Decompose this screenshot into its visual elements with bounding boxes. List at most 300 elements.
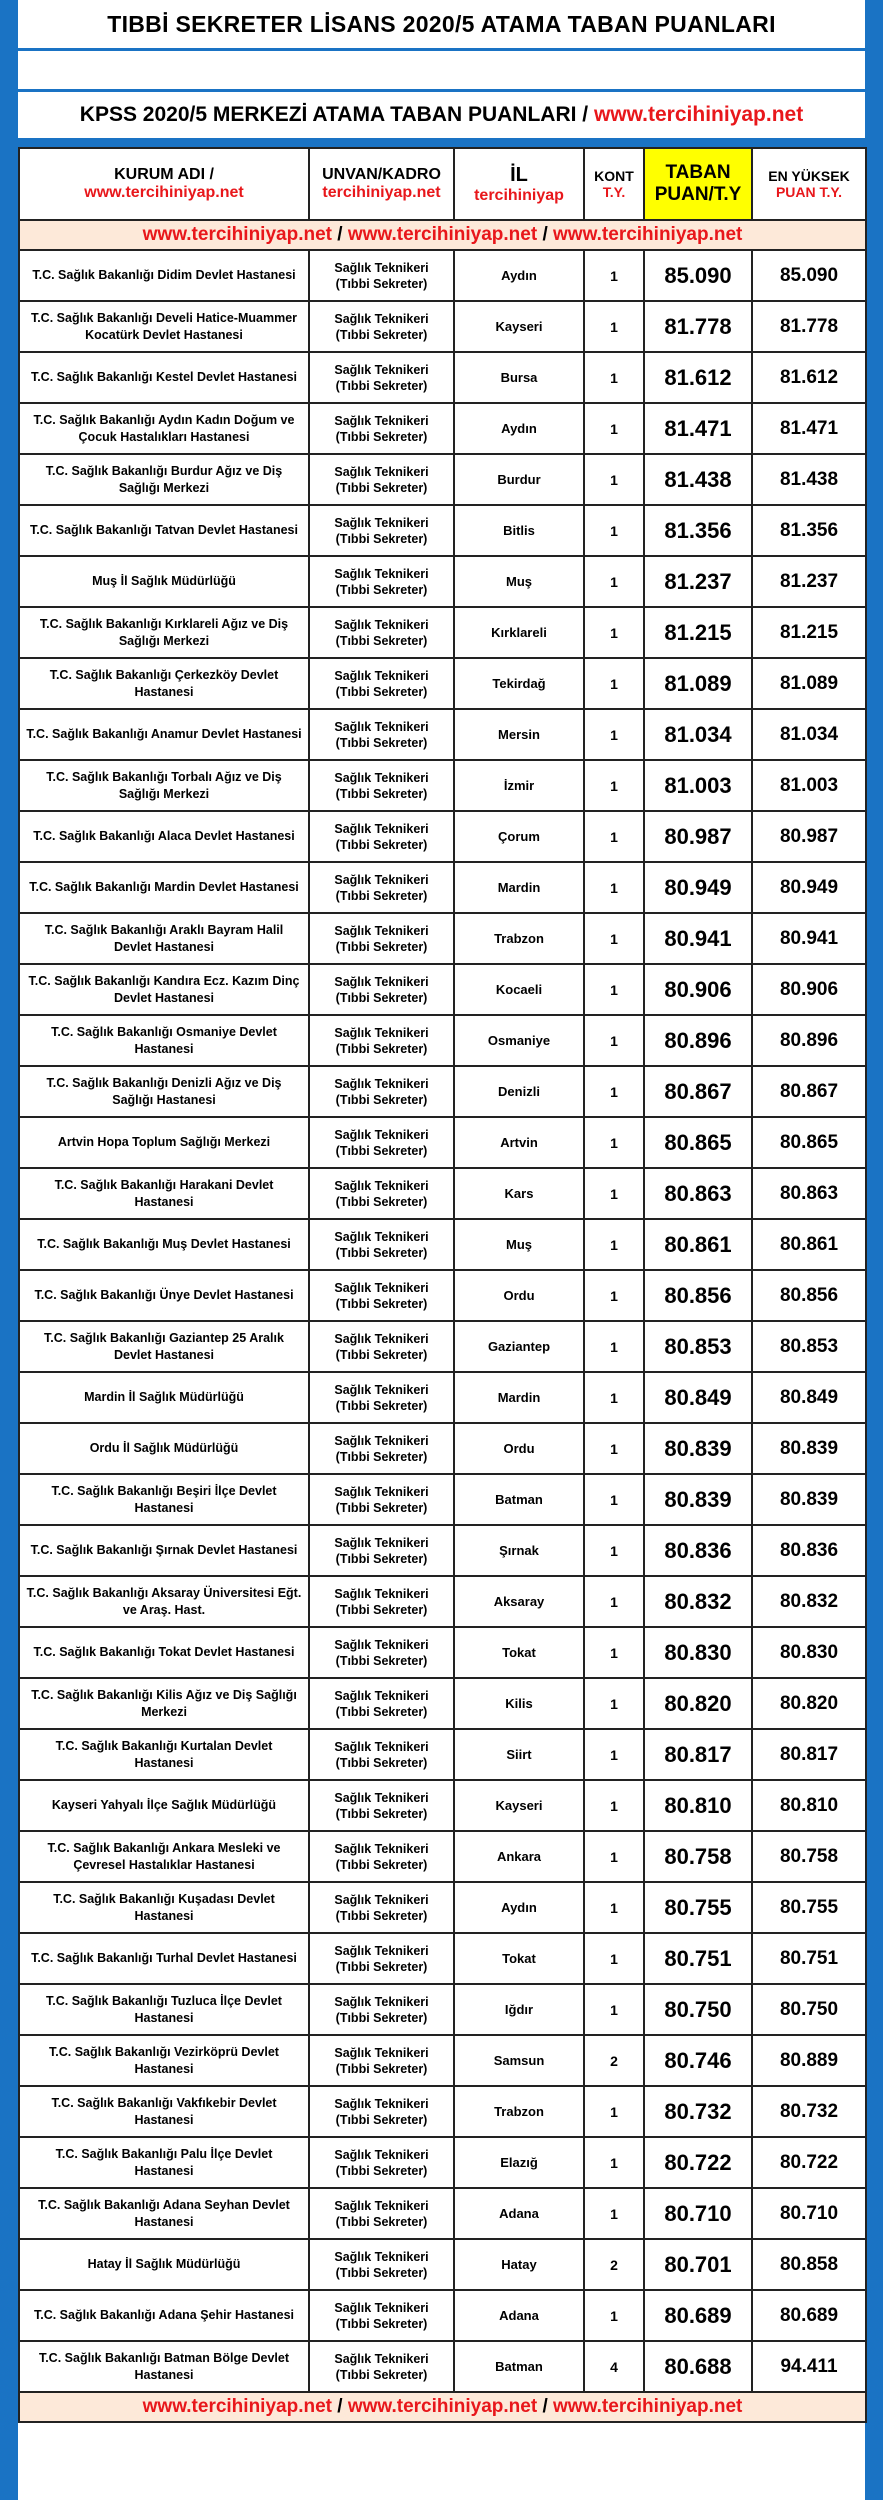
cell-taban: 80.817 bbox=[644, 1729, 752, 1780]
cell-il: Samsun bbox=[454, 2035, 584, 2086]
cell-taban: 80.820 bbox=[644, 1678, 752, 1729]
cell-enyuksek: 80.839 bbox=[752, 1423, 866, 1474]
cell-kont: 1 bbox=[584, 1168, 644, 1219]
cell-unvan: Sağlık Teknikeri (Tıbbi Sekreter) bbox=[309, 454, 454, 505]
web-banner-bottom: www.tercihiniyap.net / www.tercihiniyap.net / www.tercihiniyap.net bbox=[19, 2392, 866, 2422]
table-row bbox=[19, 2188, 866, 2239]
cell-il: Gaziantep bbox=[454, 1321, 584, 1372]
subtitle-text: KPSS 2020/5 MERKEZİ ATAMA TABAN PUANLARI / bbox=[79, 103, 594, 126]
cell-kurum: T.C. Sağlık Bakanlığı Tatvan Devlet Hastanesi bbox=[19, 505, 309, 556]
cell-enyuksek: 80.836 bbox=[752, 1525, 866, 1576]
cell-taban: 81.003 bbox=[644, 760, 752, 811]
page-frame bbox=[18, 0, 865, 2500]
cell-kurum: T.C. Sağlık Bakanlığı Aydın Kadın Doğum ve Çocuk Hastalıkları Hastanesi bbox=[19, 403, 309, 454]
cell-kont: 1 bbox=[584, 2137, 644, 2188]
cell-il: Bursa bbox=[454, 352, 584, 403]
cell-unvan: Sağlık Teknikeri (Tıbbi Sekreter) bbox=[309, 1015, 454, 1066]
cell-enyuksek: 81.089 bbox=[752, 658, 866, 709]
cell-kont: 1 bbox=[584, 1882, 644, 1933]
cell-kont: 1 bbox=[584, 1270, 644, 1321]
cell-il: Çorum bbox=[454, 811, 584, 862]
cell-enyuksek: 81.612 bbox=[752, 352, 866, 403]
cell-enyuksek: 85.090 bbox=[752, 250, 866, 301]
cell-kont: 1 bbox=[584, 658, 644, 709]
cell-il: Aydın bbox=[454, 403, 584, 454]
cell-unvan: Sağlık Teknikeri (Tıbbi Sekreter) bbox=[309, 1372, 454, 1423]
cell-unvan: Sağlık Teknikeri (Tıbbi Sekreter) bbox=[309, 1882, 454, 1933]
banner-link[interactable]: www.tercihiniyap.net bbox=[347, 2396, 538, 2417]
cell-enyuksek: 80.987 bbox=[752, 811, 866, 862]
cell-kont: 1 bbox=[584, 2188, 644, 2239]
cell-unvan: Sağlık Teknikeri (Tıbbi Sekreter) bbox=[309, 2086, 454, 2137]
table-header-row bbox=[19, 148, 866, 220]
cell-taban: 80.832 bbox=[644, 1576, 752, 1627]
cell-taban: 80.849 bbox=[644, 1372, 752, 1423]
cell-kont: 1 bbox=[584, 811, 644, 862]
cell-il: Kayseri bbox=[454, 301, 584, 352]
cell-unvan: Sağlık Teknikeri (Tıbbi Sekreter) bbox=[309, 964, 454, 1015]
cell-unvan: Sağlık Teknikeri (Tıbbi Sekreter) bbox=[309, 505, 454, 556]
cell-kurum: T.C. Sağlık Bakanlığı Beşiri İlçe Devlet Hastanesi bbox=[19, 1474, 309, 1525]
cell-taban: 80.861 bbox=[644, 1219, 752, 1270]
banner-link[interactable]: www.tercihiniyap.net bbox=[553, 2396, 743, 2417]
cell-kurum: T.C. Sağlık Bakanlığı Kandıra Ecz. Kazım Dinç Devlet Hastanesi bbox=[19, 964, 309, 1015]
cell-il: Kocaeli bbox=[454, 964, 584, 1015]
banner-link[interactable]: www.tercihiniyap.net bbox=[553, 224, 743, 245]
table-row bbox=[19, 1015, 866, 1066]
cell-enyuksek: 80.830 bbox=[752, 1627, 866, 1678]
cell-kurum: T.C. Sağlık Bakanlığı Denizli Ağız ve Diş Sağlığı Hastanesi bbox=[19, 1066, 309, 1117]
cell-il: Batman bbox=[454, 2341, 584, 2392]
cell-kurum: T.C. Sağlık Bakanlığı Kuşadası Devlet Hastanesi bbox=[19, 1882, 309, 1933]
table-row bbox=[19, 556, 866, 607]
cell-kurum: T.C. Sağlık Bakanlığı Develi Hatice-Muammer Kocatürk Devlet Hastanesi bbox=[19, 301, 309, 352]
cell-kurum: Artvin Hopa Toplum Sağlığı Merkezi bbox=[19, 1117, 309, 1168]
cell-enyuksek: 94.411 bbox=[752, 2341, 866, 2392]
cell-unvan: Sağlık Teknikeri (Tıbbi Sekreter) bbox=[309, 862, 454, 913]
cell-enyuksek: 80.853 bbox=[752, 1321, 866, 1372]
cell-unvan: Sağlık Teknikeri (Tıbbi Sekreter) bbox=[309, 1933, 454, 1984]
cell-kont: 1 bbox=[584, 403, 644, 454]
table-row bbox=[19, 454, 866, 505]
cell-enyuksek: 81.003 bbox=[752, 760, 866, 811]
cell-taban: 80.839 bbox=[644, 1474, 752, 1525]
table-row bbox=[19, 2086, 866, 2137]
table-row bbox=[19, 1576, 866, 1627]
cell-il: Osmaniye bbox=[454, 1015, 584, 1066]
cell-unvan: Sağlık Teknikeri (Tıbbi Sekreter) bbox=[309, 2290, 454, 2341]
cell-taban: 80.750 bbox=[644, 1984, 752, 2035]
cell-unvan: Sağlık Teknikeri (Tıbbi Sekreter) bbox=[309, 2035, 454, 2086]
cell-il: Adana bbox=[454, 2188, 584, 2239]
cell-il: Adana bbox=[454, 2290, 584, 2341]
cell-taban: 81.438 bbox=[644, 454, 752, 505]
cell-enyuksek: 81.356 bbox=[752, 505, 866, 556]
cell-kont: 1 bbox=[584, 1066, 644, 1117]
cell-kont: 1 bbox=[584, 709, 644, 760]
cell-il: Artvin bbox=[454, 1117, 584, 1168]
table-row bbox=[19, 1780, 866, 1831]
table-row bbox=[19, 2290, 866, 2341]
cell-kont: 1 bbox=[584, 2290, 644, 2341]
table-row bbox=[19, 2035, 866, 2086]
cell-kont: 1 bbox=[584, 964, 644, 1015]
cell-kont: 1 bbox=[584, 1678, 644, 1729]
table-row bbox=[19, 2137, 866, 2188]
cell-kurum: Mardin İl Sağlık Müdürlüğü bbox=[19, 1372, 309, 1423]
table-row bbox=[19, 709, 866, 760]
cell-kont: 1 bbox=[584, 454, 644, 505]
cell-enyuksek: 80.865 bbox=[752, 1117, 866, 1168]
cell-kurum: T.C. Sağlık Bakanlığı Muş Devlet Hastanesi bbox=[19, 1219, 309, 1270]
cell-unvan: Sağlık Teknikeri (Tıbbi Sekreter) bbox=[309, 1423, 454, 1474]
cell-taban: 80.732 bbox=[644, 2086, 752, 2137]
cell-kont: 4 bbox=[584, 2341, 644, 2392]
cell-taban: 80.688 bbox=[644, 2341, 752, 2392]
cell-il: Denizli bbox=[454, 1066, 584, 1117]
cell-unvan: Sağlık Teknikeri (Tıbbi Sekreter) bbox=[309, 1627, 454, 1678]
cell-kurum: T.C. Sağlık Bakanlığı Adana Seyhan Devlet Hastanesi bbox=[19, 2188, 309, 2239]
cell-enyuksek: 80.849 bbox=[752, 1372, 866, 1423]
table-row bbox=[19, 301, 866, 352]
cell-taban: 80.810 bbox=[644, 1780, 752, 1831]
table-row bbox=[19, 1729, 866, 1780]
cell-il: Elazığ bbox=[454, 2137, 584, 2188]
cell-taban: 80.987 bbox=[644, 811, 752, 862]
cell-taban: 81.778 bbox=[644, 301, 752, 352]
cell-enyuksek: 80.941 bbox=[752, 913, 866, 964]
cell-enyuksek: 80.689 bbox=[752, 2290, 866, 2341]
cell-unvan: Sağlık Teknikeri (Tıbbi Sekreter) bbox=[309, 2188, 454, 2239]
cell-kont: 1 bbox=[584, 913, 644, 964]
cell-kurum: T.C. Sağlık Bakanlığı Didim Devlet Hastanesi bbox=[19, 250, 309, 301]
cell-unvan: Sağlık Teknikeri (Tıbbi Sekreter) bbox=[309, 1219, 454, 1270]
cell-kurum: T.C. Sağlık Bakanlığı Kırklareli Ağız ve Diş Sağlığı Merkezi bbox=[19, 607, 309, 658]
cell-kont: 1 bbox=[584, 1984, 644, 2035]
cell-enyuksek: 81.471 bbox=[752, 403, 866, 454]
cell-kurum: T.C. Sağlık Bakanlığı Aksaray Üniversitesi Eğt. ve Araş. Hast. bbox=[19, 1576, 309, 1627]
cell-taban: 80.867 bbox=[644, 1066, 752, 1117]
cell-kurum: T.C. Sağlık Bakanlığı Vakfıkebir Devlet Hastanesi bbox=[19, 2086, 309, 2137]
cell-kont: 1 bbox=[584, 1627, 644, 1678]
page-subtitle bbox=[18, 89, 865, 141]
cell-enyuksek: 80.896 bbox=[752, 1015, 866, 1066]
cell-enyuksek: 80.751 bbox=[752, 1933, 866, 1984]
table-row bbox=[19, 2341, 866, 2392]
cell-il: Kars bbox=[454, 1168, 584, 1219]
cell-enyuksek: 80.750 bbox=[752, 1984, 866, 2035]
table-row bbox=[19, 1678, 866, 1729]
cell-kont: 1 bbox=[584, 556, 644, 607]
table-row bbox=[19, 1219, 866, 1270]
table-row bbox=[19, 607, 866, 658]
cell-kont: 1 bbox=[584, 1321, 644, 1372]
cell-kurum: Hatay İl Sağlık Müdürlüğü bbox=[19, 2239, 309, 2290]
table-row bbox=[19, 913, 866, 964]
cell-unvan: Sağlık Teknikeri (Tıbbi Sekreter) bbox=[309, 658, 454, 709]
cell-enyuksek: 80.889 bbox=[752, 2035, 866, 2086]
cell-il: Şırnak bbox=[454, 1525, 584, 1576]
cell-il: İzmir bbox=[454, 760, 584, 811]
cell-kurum: T.C. Sağlık Bakanlığı Batman Bölge Devlet Hastanesi bbox=[19, 2341, 309, 2392]
results-table bbox=[18, 147, 867, 2423]
cell-enyuksek: 80.949 bbox=[752, 862, 866, 913]
table-row bbox=[19, 811, 866, 862]
cell-enyuksek: 81.034 bbox=[752, 709, 866, 760]
table-row bbox=[19, 1474, 866, 1525]
cell-kurum: T.C. Sağlık Bakanlığı Turhal Devlet Hastanesi bbox=[19, 1933, 309, 1984]
cell-il: Bitlis bbox=[454, 505, 584, 556]
table-row bbox=[19, 1882, 866, 1933]
cell-unvan: Sağlık Teknikeri (Tıbbi Sekreter) bbox=[309, 2137, 454, 2188]
header-enyuksek: EN YÜKSEK PUAN T.Y. bbox=[752, 148, 866, 220]
cell-il: Aydın bbox=[454, 1882, 584, 1933]
cell-kont: 1 bbox=[584, 1576, 644, 1627]
cell-il: Tokat bbox=[454, 1933, 584, 1984]
cell-kont: 1 bbox=[584, 1474, 644, 1525]
cell-unvan: Sağlık Teknikeri (Tıbbi Sekreter) bbox=[309, 1831, 454, 1882]
cell-kont: 1 bbox=[584, 862, 644, 913]
cell-il: Muş bbox=[454, 1219, 584, 1270]
cell-enyuksek: 80.906 bbox=[752, 964, 866, 1015]
cell-taban: 80.689 bbox=[644, 2290, 752, 2341]
page-title: TIBBİ SEKRETER LİSANS 2020/5 ATAMA TABAN PUANLARI bbox=[18, 0, 865, 51]
table-row bbox=[19, 403, 866, 454]
cell-il: Mardin bbox=[454, 862, 584, 913]
cell-kurum: Muş İl Sağlık Müdürlüğü bbox=[19, 556, 309, 607]
cell-unvan: Sağlık Teknikeri (Tıbbi Sekreter) bbox=[309, 1321, 454, 1372]
cell-kont: 1 bbox=[584, 301, 644, 352]
cell-kont: 1 bbox=[584, 1015, 644, 1066]
cell-kont: 1 bbox=[584, 250, 644, 301]
cell-taban: 85.090 bbox=[644, 250, 752, 301]
table-row bbox=[19, 1933, 866, 1984]
cell-kont: 1 bbox=[584, 352, 644, 403]
table-row bbox=[19, 250, 866, 301]
cell-unvan: Sağlık Teknikeri (Tıbbi Sekreter) bbox=[309, 250, 454, 301]
cell-kont: 1 bbox=[584, 1117, 644, 1168]
cell-unvan: Sağlık Teknikeri (Tıbbi Sekreter) bbox=[309, 1270, 454, 1321]
cell-enyuksek: 81.438 bbox=[752, 454, 866, 505]
cell-unvan: Sağlık Teknikeri (Tıbbi Sekreter) bbox=[309, 709, 454, 760]
cell-unvan: Sağlık Teknikeri (Tıbbi Sekreter) bbox=[309, 811, 454, 862]
cell-unvan: Sağlık Teknikeri (Tıbbi Sekreter) bbox=[309, 913, 454, 964]
cell-kont: 1 bbox=[584, 1219, 644, 1270]
cell-taban: 81.215 bbox=[644, 607, 752, 658]
table-row bbox=[19, 1117, 866, 1168]
cell-unvan: Sağlık Teknikeri (Tıbbi Sekreter) bbox=[309, 2239, 454, 2290]
table-row bbox=[19, 760, 866, 811]
cell-taban: 80.758 bbox=[644, 1831, 752, 1882]
cell-il: Trabzon bbox=[454, 2086, 584, 2137]
cell-enyuksek: 80.839 bbox=[752, 1474, 866, 1525]
cell-il: Siirt bbox=[454, 1729, 584, 1780]
header-taban: TABAN PUAN/T.Y bbox=[644, 148, 752, 220]
banner-link[interactable]: www.tercihiniyap.net bbox=[347, 224, 538, 245]
cell-taban: 80.863 bbox=[644, 1168, 752, 1219]
cell-kurum: T.C. Sağlık Bakanlığı Gaziantep 25 Aralık Devlet Hastanesi bbox=[19, 1321, 309, 1372]
cell-kurum: T.C. Sağlık Bakanlığı Torbalı Ağız ve Diş Sağlığı Merkezi bbox=[19, 760, 309, 811]
cell-enyuksek: 80.832 bbox=[752, 1576, 866, 1627]
cell-unvan: Sağlık Teknikeri (Tıbbi Sekreter) bbox=[309, 1066, 454, 1117]
cell-taban: 81.356 bbox=[644, 505, 752, 556]
table-row bbox=[19, 1423, 866, 1474]
cell-unvan: Sağlık Teknikeri (Tıbbi Sekreter) bbox=[309, 1678, 454, 1729]
table-row bbox=[19, 1270, 866, 1321]
table-row bbox=[19, 964, 866, 1015]
cell-enyuksek: 80.867 bbox=[752, 1066, 866, 1117]
table-row bbox=[19, 1525, 866, 1576]
web-banner-top: www.tercihiniyap.net / www.tercihiniyap.net / www.tercihiniyap.net bbox=[19, 220, 866, 250]
table-row bbox=[19, 2239, 866, 2290]
cell-taban: 81.089 bbox=[644, 658, 752, 709]
cell-il: Batman bbox=[454, 1474, 584, 1525]
banner-link[interactable]: www.tercihiniyap.net bbox=[142, 2396, 332, 2417]
table-row bbox=[19, 1372, 866, 1423]
cell-il: Muş bbox=[454, 556, 584, 607]
cell-enyuksek: 80.858 bbox=[752, 2239, 866, 2290]
cell-kurum: T.C. Sağlık Bakanlığı Ünye Devlet Hastanesi bbox=[19, 1270, 309, 1321]
cell-kurum: T.C. Sağlık Bakanlığı Ankara Mesleki ve Çevresel Hastalıklar Hastanesi bbox=[19, 1831, 309, 1882]
cell-enyuksek: 80.863 bbox=[752, 1168, 866, 1219]
table-row bbox=[19, 862, 866, 913]
cell-kurum: T.C. Sağlık Bakanlığı Tokat Devlet Hastanesi bbox=[19, 1627, 309, 1678]
cell-kont: 1 bbox=[584, 1780, 644, 1831]
cell-kurum: T.C. Sağlık Bakanlığı Adana Şehir Hastanesi bbox=[19, 2290, 309, 2341]
cell-kont: 1 bbox=[584, 760, 644, 811]
cell-taban: 80.746 bbox=[644, 2035, 752, 2086]
cell-taban: 81.471 bbox=[644, 403, 752, 454]
cell-taban: 80.896 bbox=[644, 1015, 752, 1066]
cell-kont: 1 bbox=[584, 505, 644, 556]
cell-taban: 80.755 bbox=[644, 1882, 752, 1933]
cell-kont: 1 bbox=[584, 2086, 644, 2137]
cell-unvan: Sağlık Teknikeri (Tıbbi Sekreter) bbox=[309, 301, 454, 352]
cell-taban: 81.034 bbox=[644, 709, 752, 760]
cell-kont: 1 bbox=[584, 1423, 644, 1474]
cell-unvan: Sağlık Teknikeri (Tıbbi Sekreter) bbox=[309, 1780, 454, 1831]
cell-taban: 80.830 bbox=[644, 1627, 752, 1678]
cell-enyuksek: 80.732 bbox=[752, 2086, 866, 2137]
cell-taban: 80.853 bbox=[644, 1321, 752, 1372]
header-kont: KONT T.Y. bbox=[584, 148, 644, 220]
cell-unvan: Sağlık Teknikeri (Tıbbi Sekreter) bbox=[309, 1576, 454, 1627]
cell-kurum: T.C. Sağlık Bakanlığı Şırnak Devlet Hastanesi bbox=[19, 1525, 309, 1576]
cell-unvan: Sağlık Teknikeri (Tıbbi Sekreter) bbox=[309, 1984, 454, 2035]
cell-unvan: Sağlık Teknikeri (Tıbbi Sekreter) bbox=[309, 556, 454, 607]
cell-il: Hatay bbox=[454, 2239, 584, 2290]
cell-kurum: T.C. Sağlık Bakanlığı Tuzluca İlçe Devlet Hastanesi bbox=[19, 1984, 309, 2035]
cell-taban: 80.949 bbox=[644, 862, 752, 913]
cell-enyuksek: 80.722 bbox=[752, 2137, 866, 2188]
cell-il: Tokat bbox=[454, 1627, 584, 1678]
header-kurum: KURUM ADI / www.tercihiniyap.net bbox=[19, 148, 309, 220]
cell-unvan: Sağlık Teknikeri (Tıbbi Sekreter) bbox=[309, 352, 454, 403]
cell-taban: 81.237 bbox=[644, 556, 752, 607]
table-row bbox=[19, 352, 866, 403]
cell-taban: 80.701 bbox=[644, 2239, 752, 2290]
table-row bbox=[19, 1627, 866, 1678]
cell-taban: 80.865 bbox=[644, 1117, 752, 1168]
cell-taban: 80.906 bbox=[644, 964, 752, 1015]
cell-il: Kilis bbox=[454, 1678, 584, 1729]
cell-enyuksek: 81.237 bbox=[752, 556, 866, 607]
cell-il: Kayseri bbox=[454, 1780, 584, 1831]
cell-il: Aksaray bbox=[454, 1576, 584, 1627]
cell-taban: 81.612 bbox=[644, 352, 752, 403]
subtitle-site-link[interactable]: www.tercihiniyap.net bbox=[593, 103, 804, 126]
cell-taban: 80.941 bbox=[644, 913, 752, 964]
cell-kont: 1 bbox=[584, 1372, 644, 1423]
cell-unvan: Sağlık Teknikeri (Tıbbi Sekreter) bbox=[309, 1525, 454, 1576]
table-row bbox=[19, 1168, 866, 1219]
cell-il: Ordu bbox=[454, 1270, 584, 1321]
table-row bbox=[19, 1831, 866, 1882]
cell-il: Burdur bbox=[454, 454, 584, 505]
cell-il: Tekirdağ bbox=[454, 658, 584, 709]
cell-kont: 1 bbox=[584, 1729, 644, 1780]
cell-unvan: Sağlık Teknikeri (Tıbbi Sekreter) bbox=[309, 2341, 454, 2392]
table-row bbox=[19, 1066, 866, 1117]
cell-enyuksek: 80.710 bbox=[752, 2188, 866, 2239]
cell-enyuksek: 80.755 bbox=[752, 1882, 866, 1933]
cell-il: Iğdır bbox=[454, 1984, 584, 2035]
cell-taban: 80.722 bbox=[644, 2137, 752, 2188]
cell-kont: 2 bbox=[584, 2239, 644, 2290]
cell-kurum: Kayseri Yahyalı İlçe Sağlık Müdürlüğü bbox=[19, 1780, 309, 1831]
cell-kurum: T.C. Sağlık Bakanlığı Harakani Devlet Hastanesi bbox=[19, 1168, 309, 1219]
cell-il: Mardin bbox=[454, 1372, 584, 1423]
cell-unvan: Sağlık Teknikeri (Tıbbi Sekreter) bbox=[309, 607, 454, 658]
header-il: İL tercihiniyap bbox=[454, 148, 584, 220]
cell-kurum: Ordu İl Sağlık Müdürlüğü bbox=[19, 1423, 309, 1474]
banner-link[interactable]: www.tercihiniyap.net bbox=[142, 224, 332, 245]
cell-il: Mersin bbox=[454, 709, 584, 760]
table-row bbox=[19, 1984, 866, 2035]
cell-kont: 1 bbox=[584, 1831, 644, 1882]
cell-kurum: T.C. Sağlık Bakanlığı Alaca Devlet Hastanesi bbox=[19, 811, 309, 862]
cell-kurum: T.C. Sağlık Bakanlığı Osmaniye Devlet Hastanesi bbox=[19, 1015, 309, 1066]
cell-taban: 80.751 bbox=[644, 1933, 752, 1984]
cell-kont: 2 bbox=[584, 2035, 644, 2086]
cell-enyuksek: 80.817 bbox=[752, 1729, 866, 1780]
cell-enyuksek: 81.215 bbox=[752, 607, 866, 658]
cell-taban: 80.839 bbox=[644, 1423, 752, 1474]
cell-unvan: Sağlık Teknikeri (Tıbbi Sekreter) bbox=[309, 1729, 454, 1780]
cell-enyuksek: 81.778 bbox=[752, 301, 866, 352]
table-row bbox=[19, 505, 866, 556]
cell-unvan: Sağlık Teknikeri (Tıbbi Sekreter) bbox=[309, 1168, 454, 1219]
cell-taban: 80.856 bbox=[644, 1270, 752, 1321]
cell-il: Aydın bbox=[454, 250, 584, 301]
cell-kurum: T.C. Sağlık Bakanlığı Kilis Ağız ve Diş Sağlığı Merkezi bbox=[19, 1678, 309, 1729]
cell-il: Ankara bbox=[454, 1831, 584, 1882]
cell-kurum: T.C. Sağlık Bakanlığı Anamur Devlet Hastanesi bbox=[19, 709, 309, 760]
cell-unvan: Sağlık Teknikeri (Tıbbi Sekreter) bbox=[309, 403, 454, 454]
cell-unvan: Sağlık Teknikeri (Tıbbi Sekreter) bbox=[309, 1117, 454, 1168]
table-row bbox=[19, 658, 866, 709]
cell-il: Trabzon bbox=[454, 913, 584, 964]
cell-enyuksek: 80.861 bbox=[752, 1219, 866, 1270]
cell-il: Kırklareli bbox=[454, 607, 584, 658]
cell-kurum: T.C. Sağlık Bakanlığı Palu İlçe Devlet Hastanesi bbox=[19, 2137, 309, 2188]
cell-enyuksek: 80.820 bbox=[752, 1678, 866, 1729]
cell-kont: 1 bbox=[584, 1525, 644, 1576]
cell-kurum: T.C. Sağlık Bakanlığı Kestel Devlet Hastanesi bbox=[19, 352, 309, 403]
cell-kurum: T.C. Sağlık Bakanlığı Vezirköprü Devlet Hastanesi bbox=[19, 2035, 309, 2086]
cell-enyuksek: 80.758 bbox=[752, 1831, 866, 1882]
cell-kurum: T.C. Sağlık Bakanlığı Araklı Bayram Halil Devlet Hastanesi bbox=[19, 913, 309, 964]
